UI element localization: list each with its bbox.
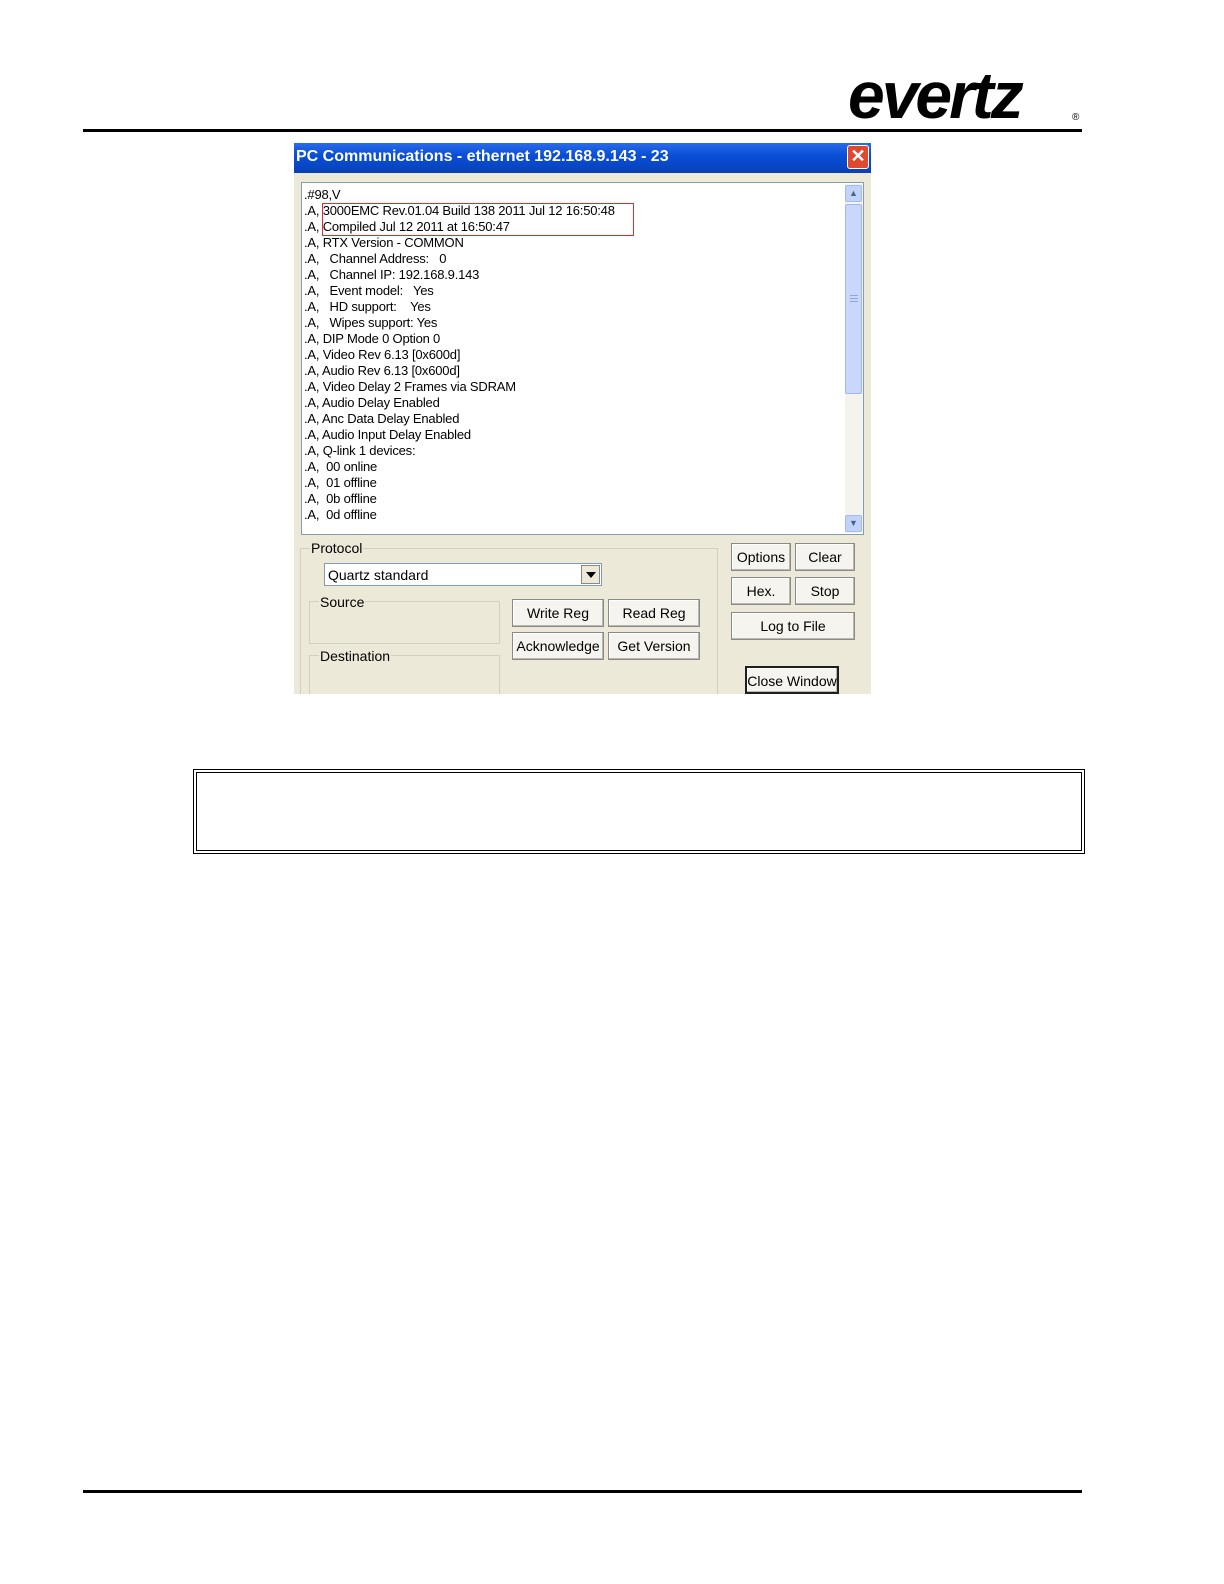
hex-button[interactable]: Hex.: [731, 577, 791, 605]
svg-text:evertz: evertz: [848, 62, 1021, 126]
title-bar[interactable]: [294, 143, 871, 173]
log-line: .A, DIP Mode 0 Option 0: [304, 331, 441, 346]
log-line: .A, RTX Version - COMMON: [304, 235, 464, 250]
source-label: Source: [320, 594, 365, 610]
scroll-down-icon[interactable]: ▼: [845, 515, 862, 532]
log-line: .A, 0d offline: [304, 507, 377, 522]
log-line: .A, Video Delay 2 Frames via SDRAM: [304, 379, 516, 394]
protocol-select[interactable]: [324, 563, 602, 586]
log-line: .A, Video Rev 6.13 [0x600d]: [304, 347, 461, 362]
log-line: .A, Wipes support: Yes: [304, 315, 438, 330]
read-reg-button[interactable]: Read Reg: [608, 599, 700, 627]
header-rule: [83, 129, 1082, 132]
note-box: [193, 769, 1085, 854]
protocol-label: Protocol: [311, 540, 363, 556]
log-line: .A, Q-link 1 devices:: [304, 443, 416, 458]
destination-label: Destination: [320, 648, 391, 664]
log-line: .A, 0b offline: [304, 491, 377, 506]
options-button[interactable]: Options: [731, 543, 791, 571]
log-line: .A, Channel Address: 0: [304, 251, 447, 266]
log-line: .A, Event model: Yes: [304, 283, 434, 298]
pc-communications-window: [294, 143, 871, 694]
scroll-thumb[interactable]: [845, 204, 862, 394]
log-line: .A, HD support: Yes: [304, 299, 431, 314]
log-line: .A, Channel IP: 192.168.9.143: [304, 267, 480, 282]
close-icon[interactable]: ✕: [847, 145, 869, 169]
vertical-scrollbar[interactable]: [845, 184, 863, 533]
log-line: .A, Compiled Jul 12 2011 at 16:50:47: [304, 219, 510, 234]
note-box-inner-border: [196, 772, 1082, 851]
scroll-up-icon[interactable]: ▲: [845, 185, 862, 202]
log-output[interactable]: [301, 182, 864, 535]
log-to-file-button[interactable]: Log to File: [731, 612, 855, 640]
protocol-selected-value: Quartz standard: [328, 567, 429, 583]
log-line: .A, Anc Data Delay Enabled: [304, 411, 460, 426]
stop-button[interactable]: Stop: [795, 577, 855, 605]
log-line: .A, 3000EMC Rev.01.04 Build 138 2011 Jul 12 16:50:48: [304, 203, 615, 218]
clear-button[interactable]: Clear: [795, 543, 855, 571]
close-window-button[interactable]: Close Window: [745, 666, 839, 694]
log-line: .#98,V: [304, 187, 341, 202]
grip-icon: [850, 295, 858, 303]
log-line: .A, Audio Rev 6.13 [0x600d]: [304, 363, 460, 378]
chevron-down-icon[interactable]: [581, 565, 600, 584]
log-line: .A, 01 offline: [304, 475, 377, 490]
svg-text:®: ®: [1072, 112, 1080, 123]
log-line: .A, Audio Delay Enabled: [304, 395, 440, 410]
version-highlight-box: [322, 203, 634, 236]
log-line: .A, 00 online: [304, 459, 378, 474]
acknowledge-button[interactable]: Acknowledge: [512, 632, 604, 660]
footer-rule: [83, 1490, 1082, 1493]
evertz-logo: [846, 62, 1086, 126]
write-reg-button[interactable]: Write Reg: [512, 599, 604, 627]
window-title: PC Communications - ethernet 192.168.9.143 - 23: [296, 148, 669, 165]
log-line: .A, Audio Input Delay Enabled: [304, 427, 471, 442]
get-version-button[interactable]: Get Version: [608, 632, 700, 660]
